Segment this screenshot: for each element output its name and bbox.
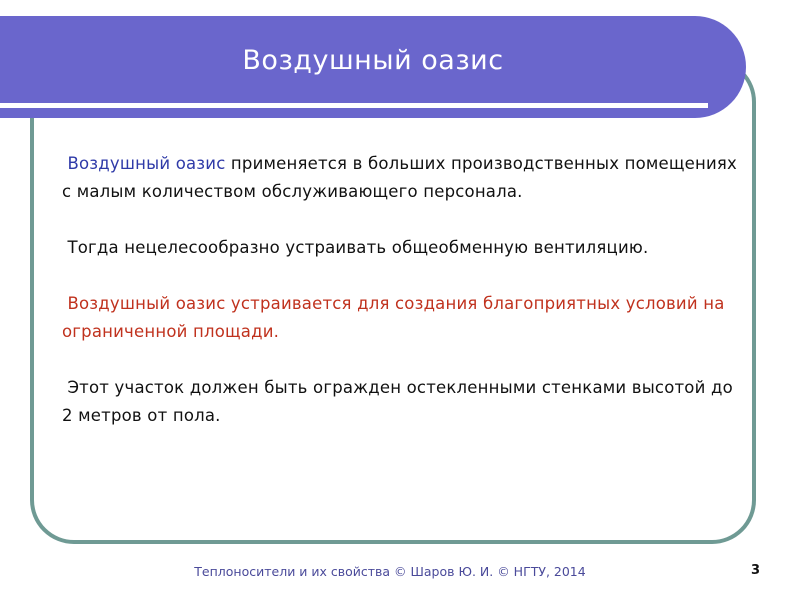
slide-title: Воздушный оазис bbox=[242, 45, 504, 76]
paragraph-2 bbox=[62, 234, 742, 262]
slide-body bbox=[62, 150, 742, 458]
paragraph-3 bbox=[62, 290, 742, 346]
paragraph-4-text: Этот участок должен быть огражден остекленными стенками высотой до 2 метров от пола. bbox=[62, 378, 733, 425]
paragraph-2-text: Тогда нецелесообразно устраивать общеобменную вентиляцию. bbox=[67, 238, 649, 257]
paragraph-1 bbox=[62, 150, 742, 206]
paragraph-4 bbox=[62, 374, 742, 430]
paragraph-1-highlight: Воздушный оазис bbox=[67, 154, 226, 173]
paragraph-3-text: Воздушный оазис устраивается для создания благоприятных условий на ограниченной площади. bbox=[62, 294, 725, 341]
page-number: 3 bbox=[750, 563, 760, 578]
footer-text: Теплоносители и их свойства © Шаров Ю. И. © НГТУ, 2014 bbox=[194, 564, 586, 579]
paragraph-1-text: применяется в больших производственных помещениях с малым количеством обслуживающего персонала. bbox=[62, 154, 738, 201]
